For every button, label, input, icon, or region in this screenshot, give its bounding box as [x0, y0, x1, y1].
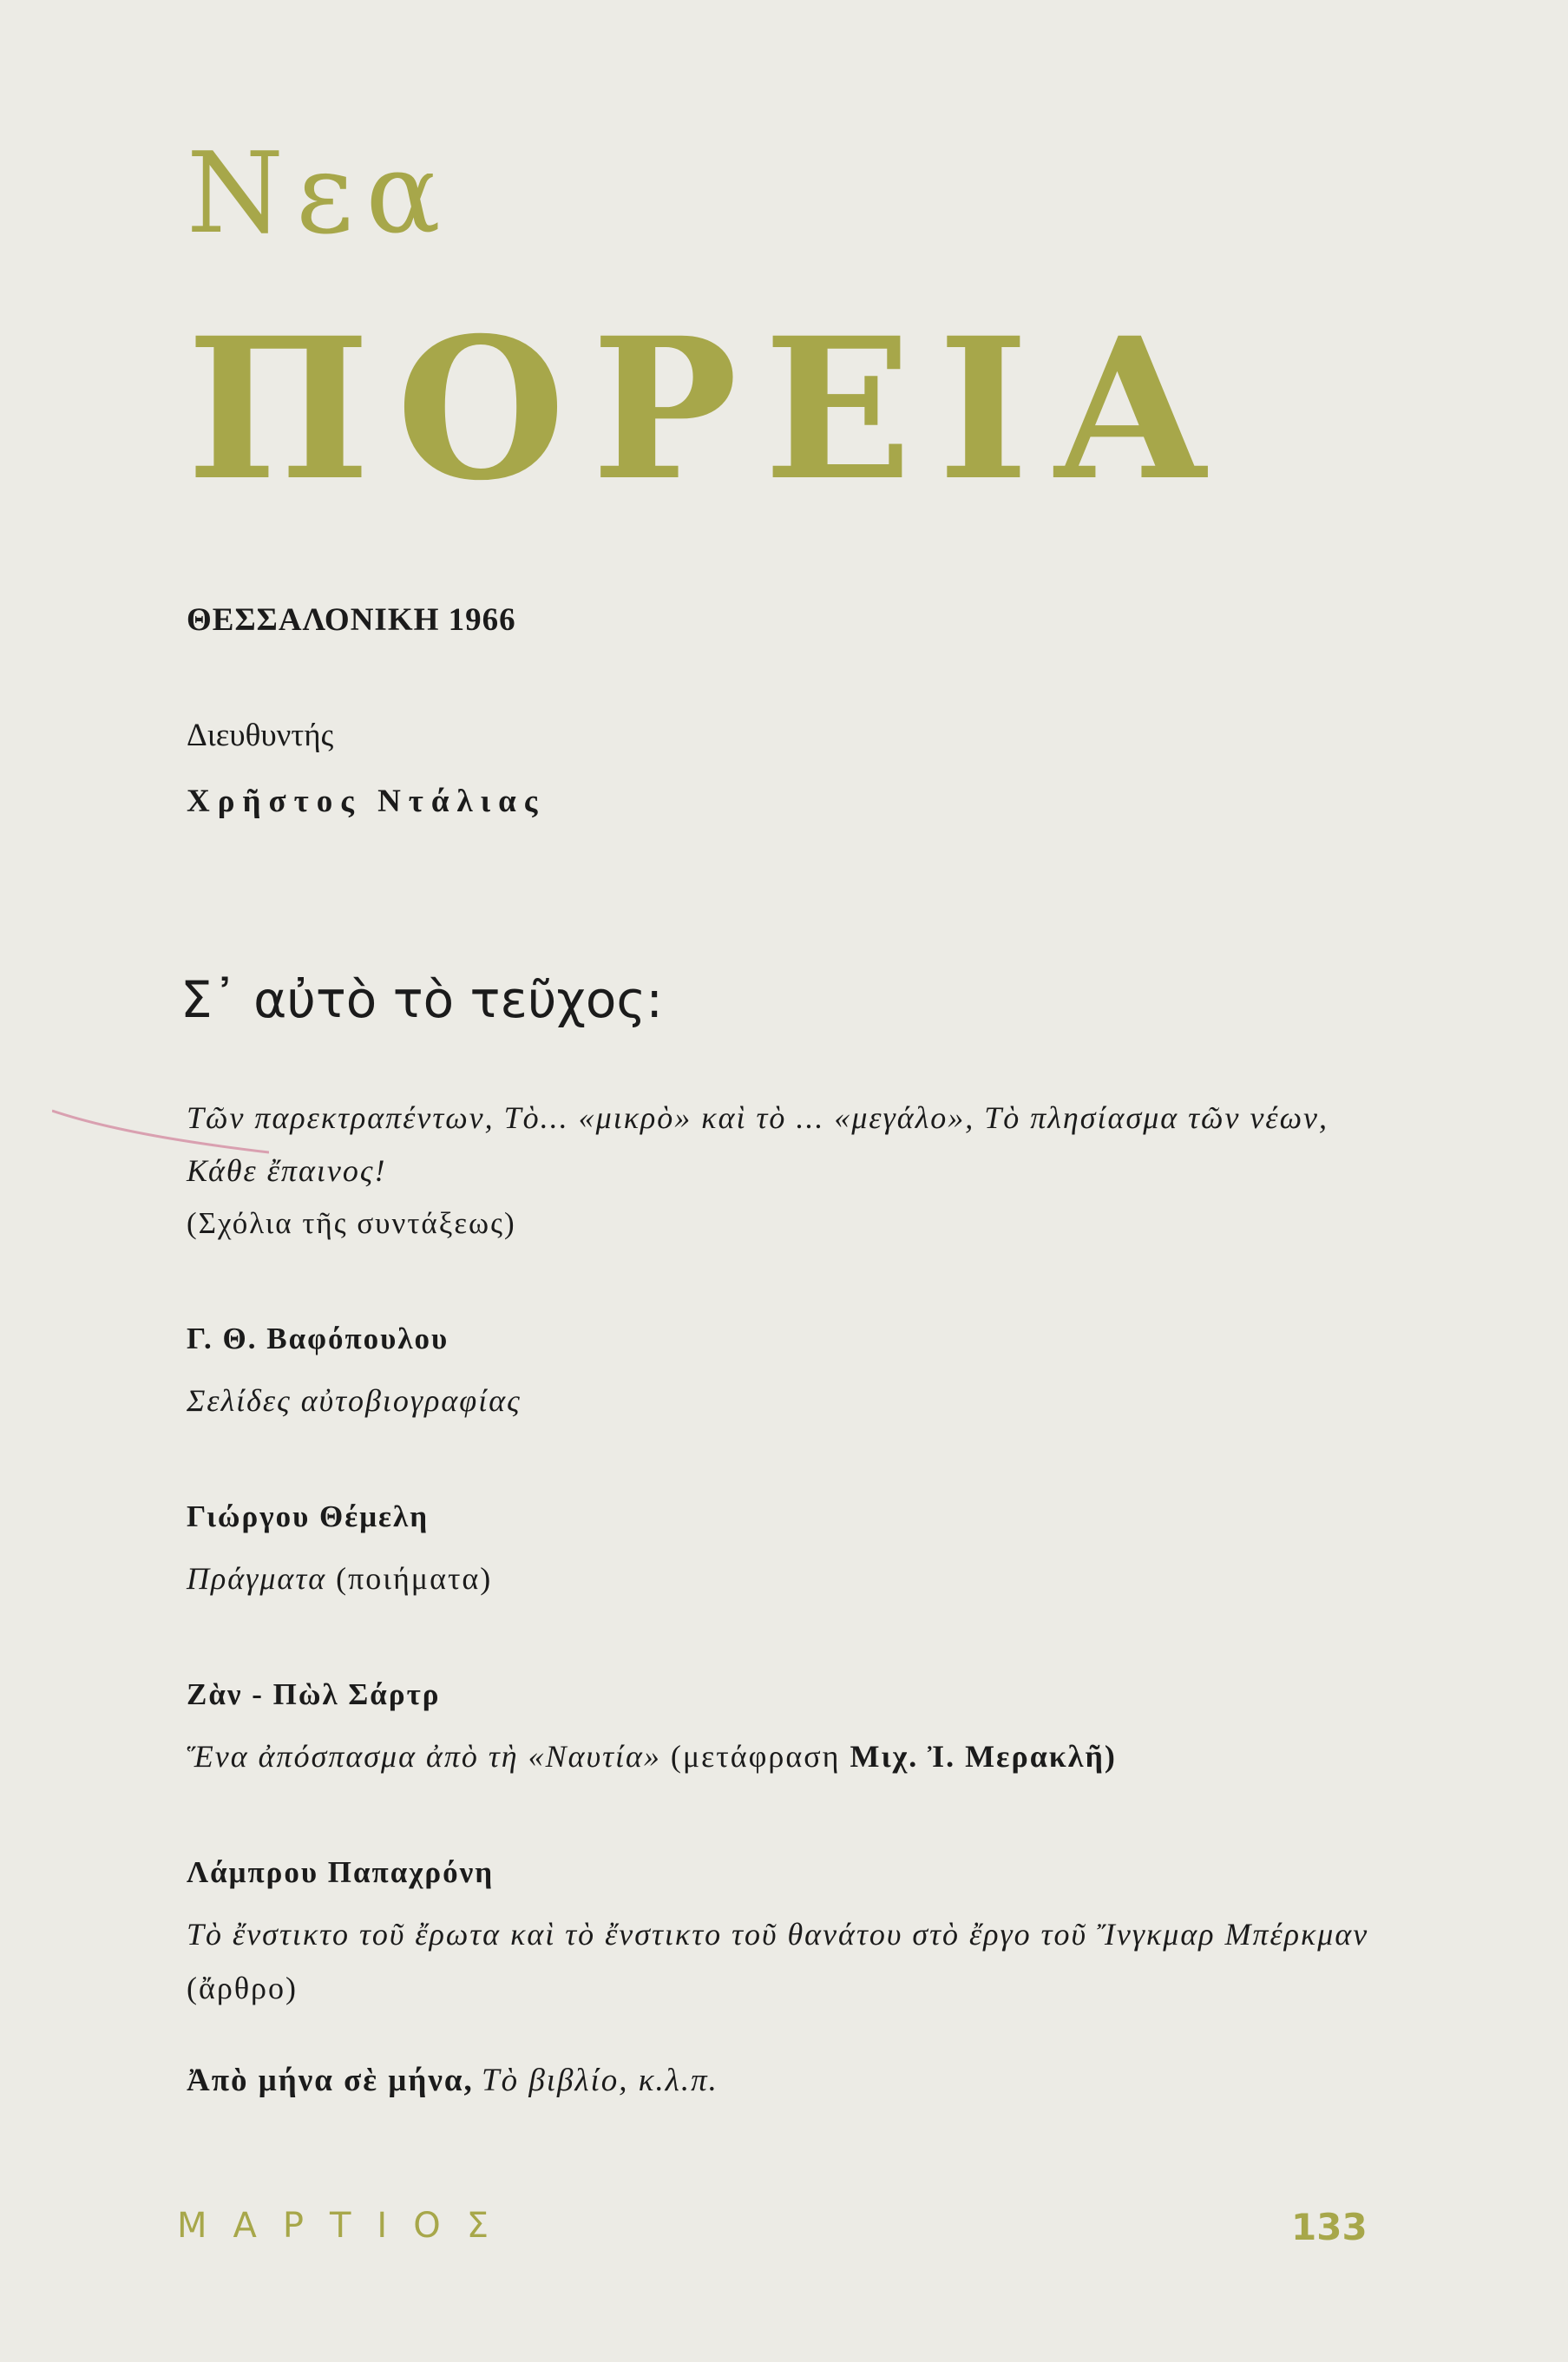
contents-heading: Σ᾽ αὐτὸ τὸ τεῦχος:: [180, 970, 663, 1029]
regular-sections: [187, 2062, 718, 2099]
contents-entry: [187, 1676, 1401, 1783]
contents-entry: [187, 1854, 1401, 2014]
entry-author: Γιώργου Θέμελη: [187, 1499, 430, 1534]
editorial-comments: (Σχόλια τῆς συντάξεως): [187, 1206, 516, 1241]
entry-work: [187, 1375, 1401, 1427]
entry-author: Ζὰν - Πὼλ Σάρτρ: [187, 1677, 441, 1712]
entry-author: Λάμπρου Παπαχρόνη: [187, 1855, 495, 1890]
contents-entry: [187, 1321, 1401, 1427]
editorial-entry: [187, 1092, 1401, 1250]
entry-work-title: Ἕνα ἀπόσπασμα ἀπὸ τὴ «Ναυτία»: [187, 1739, 661, 1775]
entry-work-title: Σελίδες αὐτοβιογραφίας: [187, 1382, 522, 1418]
table-of-contents: [187, 1092, 1401, 2086]
issue-number: 133: [1291, 2206, 1368, 2248]
entry-work: [187, 1552, 1401, 1605]
masthead-title-large: ΠΟΡΕΙΑ: [187, 295, 1232, 523]
translator-credit: Μιχ. Ἰ. Μερακλῆ): [850, 1739, 1117, 1775]
entry-note: (ἄρθρο): [187, 1970, 299, 2005]
contents-entry: [187, 1499, 1401, 1605]
entry-work: [187, 1908, 1401, 2014]
entry-work-title: Πράγματα: [187, 1561, 327, 1597]
entry-note: (ποιήματα): [336, 1561, 493, 1597]
director-name: Χρῆστος Ντάλιας: [187, 784, 546, 819]
director-label: Διευθυντής: [187, 718, 334, 753]
section-from-month-to-month: Ἀπὸ μήνα σὲ μήνα,: [187, 2063, 474, 2098]
entry-work: [187, 1730, 1401, 1783]
masthead-title-small: Νεα: [187, 129, 453, 259]
issue-month: ΜΑΡΤΙΟΣ: [177, 2206, 515, 2246]
entry-note: (μετάφραση: [670, 1739, 841, 1775]
editorial-titles: Τῶν παρεκτραπέντων, Τὸ... «μικρὸ» καὶ τὸ ... «μεγάλο», Τὸ πλησίασμα τῶν νέων, Κάθε ἔπαινος!: [187, 1100, 1329, 1189]
entry-author: Γ. Θ. Βαφόπουλου: [187, 1321, 449, 1355]
section-book: Τὸ βιβλίο, κ.λ.π.: [482, 2063, 718, 2098]
entry-work-title: Τὸ ἔνστικτο τοῦ ἔρωτα καὶ τὸ ἔνστικτο τοῦ θανάτου στὸ ἔργο τοῦ Ἴνγκμαρ Μπέρκμαν: [187, 1917, 1369, 1952]
place-and-year: ΘΕΣΣΑΛΟΝΙΚΗ 1966: [187, 602, 516, 638]
